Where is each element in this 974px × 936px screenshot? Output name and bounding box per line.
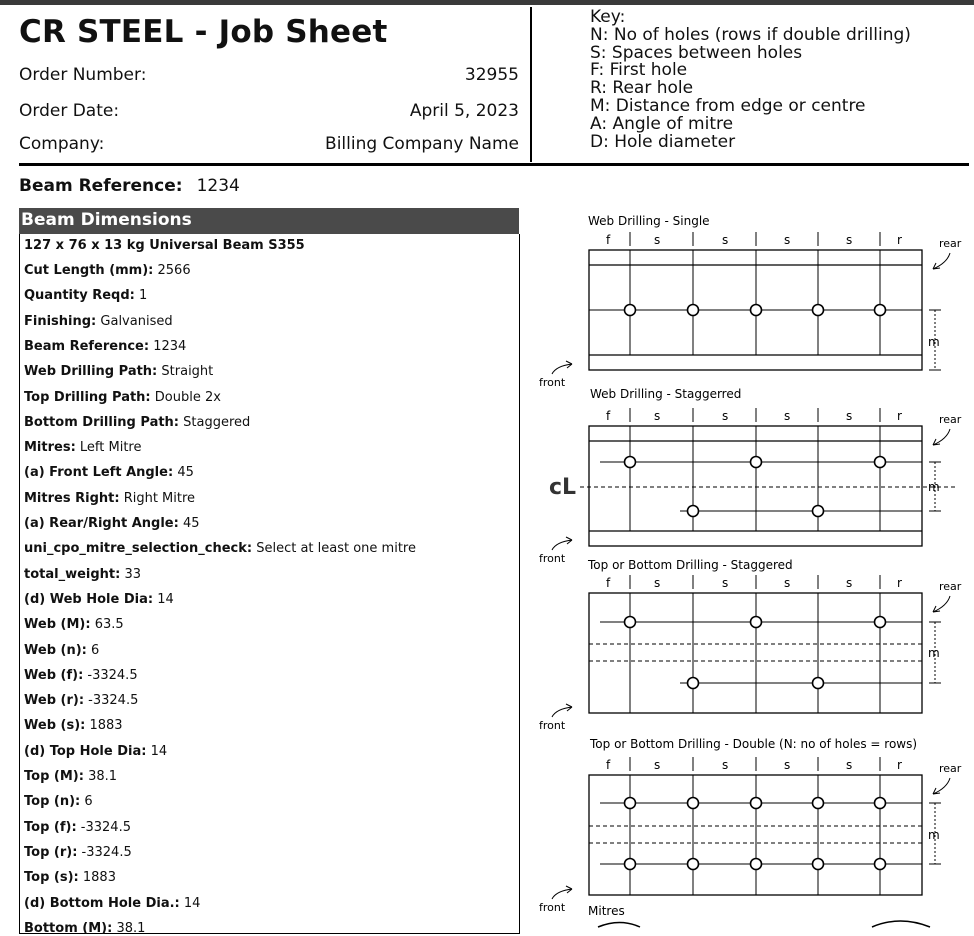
label-s: s (784, 233, 791, 247)
front-arrow (552, 707, 572, 717)
rear-arrow (933, 429, 950, 445)
dimension-label: Cut Length (mm): (24, 263, 154, 278)
label-s: s (654, 576, 661, 590)
beam-name: 127 x 76 x 13 kg Universal Beam S355 (24, 238, 305, 253)
key-title: Key: (590, 7, 626, 27)
dimension-label: Bottom Drilling Path: (24, 414, 180, 430)
top-bar (0, 0, 974, 5)
label-f: f (606, 233, 611, 247)
dimension-row (24, 541, 416, 556)
label-f: f (606, 576, 611, 590)
hole-circle (625, 859, 636, 870)
diagram-title: Top or Bottom Drilling - Staggered (588, 558, 793, 572)
dimension-value: 2566 (157, 263, 191, 278)
hole-circle (688, 859, 699, 870)
key-item: S: Spaces between holes (590, 42, 803, 63)
dimension-row (24, 390, 221, 405)
label-r: r (897, 576, 902, 590)
dimension-label: total_weight: (24, 566, 121, 582)
label-rear: rear (939, 580, 962, 593)
dimension-label: Top (r): (24, 844, 78, 860)
label-s: s (846, 409, 853, 423)
label-front: front (539, 376, 566, 389)
key-item: D: Hole diameter (590, 131, 736, 152)
beam-reference-value: 1234 (196, 176, 240, 196)
dimension-label: Web (r): (24, 693, 85, 709)
dimension-label: Mitres Right: (24, 490, 120, 506)
dimension-row (24, 693, 138, 708)
key-item: F: First hole (590, 60, 688, 81)
key-legend (590, 9, 911, 151)
dimension-row (24, 440, 142, 455)
label-s: s (654, 233, 661, 247)
rear-arrow (933, 253, 950, 269)
label-s: s (722, 758, 729, 772)
label-rear: rear (939, 237, 962, 250)
dimension-value: Select at least one mitre (256, 541, 416, 557)
rear-arrow (933, 596, 950, 612)
drilling-diagrams (530, 200, 974, 927)
dimension-row (24, 921, 145, 936)
order-date-label: Order Date: (19, 101, 120, 121)
label-m: m (928, 828, 940, 842)
dimension-row (24, 718, 123, 733)
hole-circle (813, 798, 824, 809)
dimension-label: Top (n): (24, 794, 81, 810)
header-divider (530, 7, 532, 162)
dimension-label: Top (M): (24, 769, 84, 784)
diagram-title: Web Drilling - Single (588, 214, 710, 228)
hole-circle (875, 798, 886, 809)
hole-circle (688, 506, 699, 517)
hole-circle (875, 305, 886, 316)
dimension-value: -3324.5 (81, 844, 132, 860)
dimension-value: 38.1 (116, 920, 146, 936)
label-m: m (928, 480, 940, 494)
company-label: Company: (19, 134, 105, 154)
diagram-title: Top or Bottom Drilling - Double (N: no of holes = rows) (590, 737, 918, 751)
dimension-row (24, 364, 213, 379)
company-value: Billing Company Name (325, 134, 519, 154)
dimension-value: 45 (182, 516, 200, 531)
diagram-title: Web Drilling - Staggerred (590, 387, 742, 401)
key-item: A: Angle of mitre (590, 113, 734, 134)
label-s: s (722, 409, 729, 423)
beam-reference (19, 176, 240, 196)
label-s: s (846, 233, 853, 247)
dimension-label: Quantity Reqd: (24, 288, 135, 304)
dimension-row (24, 415, 250, 430)
dimension-row (24, 314, 173, 329)
dimension-row (24, 820, 131, 835)
label-centre-line: cL (549, 475, 577, 500)
dimensions-heading: Beam Dimensions (19, 208, 519, 234)
dimension-row (24, 668, 138, 683)
header-rule (19, 163, 969, 166)
dimension-row (24, 567, 141, 582)
label-front: front (539, 719, 566, 732)
dimension-label: Finishing: (24, 313, 97, 329)
label-s: s (784, 758, 791, 772)
dimension-label: Mitres: (24, 440, 76, 456)
hole-circle (875, 617, 886, 628)
hole-circle (875, 859, 886, 870)
dimension-row (24, 870, 116, 885)
hole-circle (875, 457, 886, 468)
label-s: s (722, 576, 729, 590)
dimension-label: Top (s): (24, 870, 79, 886)
hole-circle (813, 678, 824, 689)
dimension-row (24, 769, 117, 784)
key-item: R: Rear hole (590, 78, 694, 99)
hole-circle (813, 305, 824, 316)
dimension-label: Web (s): (24, 718, 86, 734)
label-m: m (928, 646, 940, 660)
label-r: r (897, 758, 902, 772)
rear-arrow (933, 778, 950, 794)
dimension-value: Galvanised (100, 313, 173, 329)
hole-circle (625, 457, 636, 468)
dimension-value: 38.1 (88, 769, 118, 784)
hole-circle (751, 859, 762, 870)
dimension-row (24, 617, 124, 632)
label-s: s (654, 409, 661, 423)
hole-circle (813, 506, 824, 517)
label-m: m (928, 335, 940, 349)
dimension-row (24, 465, 194, 480)
label-front: front (539, 552, 566, 565)
hole-circle (751, 305, 762, 316)
dimension-row (24, 794, 93, 809)
hole-circle (751, 798, 762, 809)
dimension-value: 63.5 (94, 617, 124, 633)
hole-circle (751, 457, 762, 468)
dimension-value: 1234 (153, 338, 187, 354)
dimension-value: 45 (177, 465, 194, 481)
dimension-value: Staggered (183, 414, 251, 430)
hole-circle (688, 798, 699, 809)
dimension-label: Web (f): (24, 667, 84, 683)
dimension-label: Top (f): (24, 819, 77, 835)
dimension-row (24, 845, 132, 860)
dimension-label: (d) Web Hole Dia: (24, 591, 154, 607)
mitre-curve (598, 923, 640, 928)
dimension-value: Right Mitre (123, 490, 196, 506)
dimension-value: Double 2x (154, 389, 221, 405)
hole-circle (688, 305, 699, 316)
front-arrow (552, 364, 572, 374)
label-s: s (654, 758, 661, 772)
label-r: r (897, 409, 902, 423)
dimensions-panel (19, 234, 520, 934)
dimension-row (24, 288, 147, 303)
dimension-value: 14 (183, 895, 201, 911)
dimension-value: -3324.5 (87, 667, 138, 683)
dimension-row (24, 592, 174, 607)
order-number-label: Order Number: (19, 65, 147, 85)
dimension-row (24, 643, 99, 658)
mitre-curve (872, 921, 930, 927)
key-item: N: No of holes (rows if double drilling) (590, 24, 911, 45)
order-date-value: April 5, 2023 (409, 101, 519, 121)
label-s: s (846, 758, 853, 772)
dimension-label: Web Drilling Path: (24, 364, 158, 380)
dimension-value: -3324.5 (80, 819, 131, 835)
dimension-label: uni_cpo_mitre_selection_check: (24, 541, 253, 557)
order-number-value: 32955 (464, 65, 519, 85)
label-front: front (539, 901, 566, 914)
dimension-row (24, 339, 186, 354)
page-title: CR STEEL - Job Sheet (19, 14, 388, 50)
dimension-row (24, 896, 200, 911)
front-arrow (552, 889, 572, 899)
dimension-row (24, 516, 200, 531)
hole-circle (751, 617, 762, 628)
label-s: s (784, 576, 791, 590)
label-f: f (606, 409, 611, 423)
dimension-label: Top Drilling Path: (24, 389, 151, 405)
label-s: s (846, 576, 853, 590)
dimension-value: 6 (91, 642, 100, 658)
dimension-label: (d) Top Hole Dia: (24, 743, 147, 759)
dimension-label: Beam Reference: (24, 338, 150, 354)
hole-circle (625, 617, 636, 628)
dimension-value: 1 (139, 288, 148, 304)
label-s: s (784, 409, 791, 423)
dimension-value: 6 (84, 794, 93, 810)
dimension-value: 1883 (82, 870, 116, 886)
dimension-row (24, 491, 195, 506)
dimension-value: 1883 (89, 718, 123, 734)
key-item: M: Distance from edge or centre (590, 95, 866, 116)
diagram-title: Mitres (588, 904, 625, 918)
dimension-label: (a) Rear/Right Angle: (24, 516, 179, 531)
label-rear: rear (939, 413, 962, 426)
company-row (19, 134, 519, 154)
hole-circle (813, 859, 824, 870)
front-arrow (552, 540, 572, 550)
dimension-row (24, 744, 167, 759)
dimension-label: (d) Bottom Hole Dia.: (24, 895, 180, 911)
beam-reference-label: Beam Reference: (19, 176, 183, 196)
dimension-value: Straight (161, 364, 214, 380)
hole-circle (625, 798, 636, 809)
dimension-value: Left Mitre (79, 440, 142, 456)
dimension-row (24, 263, 191, 278)
hole-circle (625, 305, 636, 316)
label-f: f (606, 758, 611, 772)
dimension-value: 14 (150, 743, 168, 759)
hole-circle (688, 678, 699, 689)
dimension-label: (a) Front Left Angle: (24, 465, 174, 481)
dimension-label: Web (n): (24, 642, 87, 658)
label-s: s (722, 233, 729, 247)
label-r: r (897, 233, 902, 247)
dimension-value: -3324.5 (88, 693, 139, 709)
dimension-label: Web (M): (24, 617, 91, 633)
order-number-row (19, 65, 519, 85)
dimension-label: Bottom (M): (24, 920, 113, 936)
dimension-value: 14 (157, 591, 174, 607)
label-rear: rear (939, 762, 962, 775)
order-date-row (19, 101, 519, 121)
dimension-value: 33 (124, 566, 142, 582)
